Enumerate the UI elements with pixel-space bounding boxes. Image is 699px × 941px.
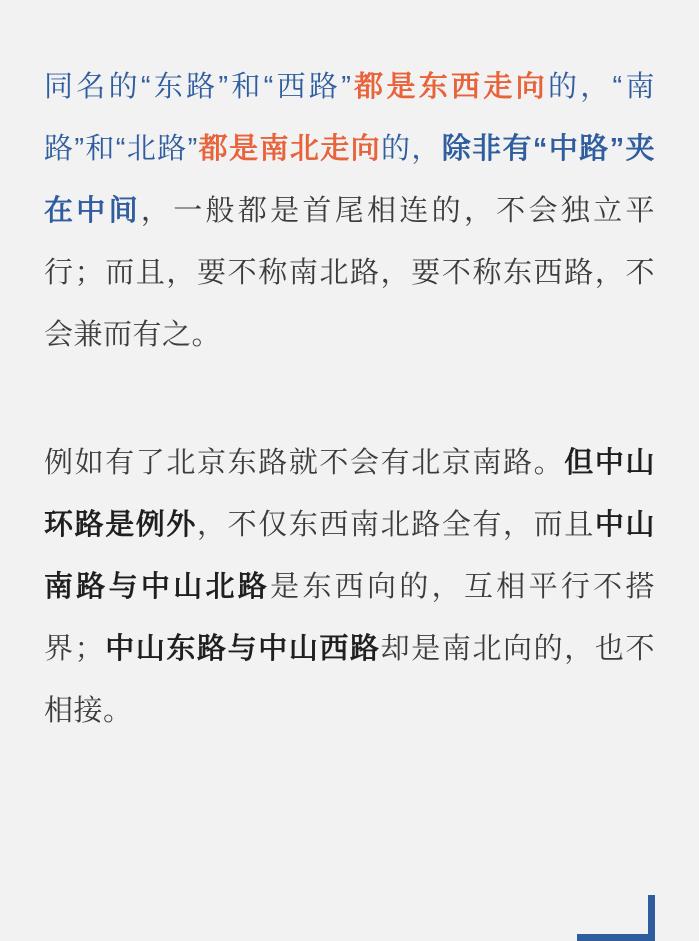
text-run: 的， — [381, 133, 442, 165]
text-run-emphasis: 中山南路与中山北路 — [44, 509, 655, 603]
text-run: ，不仅东西南北路全有，而且 — [197, 509, 595, 541]
text-run-emphasis: 但中山环路是例外 — [44, 447, 655, 541]
text-run-highlight: 都是东西走向 — [351, 71, 548, 103]
text-run: 同名的“东路”和“西路” — [44, 71, 352, 103]
text-run: 例如有了北京东路就不会有北京南路。 — [44, 447, 565, 479]
text-run: ，一般都是首尾相连的，不会独立平行；而且，要不称南北路，要不称东西路，不会兼而有之。 — [44, 195, 655, 351]
text-run: 是东西向的，互相平行不搭界； — [44, 571, 655, 665]
corner-bracket-decoration — [577, 895, 655, 941]
text-run: 却是南北向的，也不相接。 — [44, 633, 655, 727]
text-run-emphasis: 除非有“中路”夹在中间 — [44, 133, 655, 227]
text-run-highlight: 都是南北走向 — [197, 133, 381, 165]
paragraph-2 — [44, 432, 655, 742]
paragraph-1 — [44, 56, 655, 366]
text-run: 的，“南路”和“北路” — [44, 71, 655, 165]
text-run-emphasis: 中山东路与中山西路 — [104, 633, 381, 665]
